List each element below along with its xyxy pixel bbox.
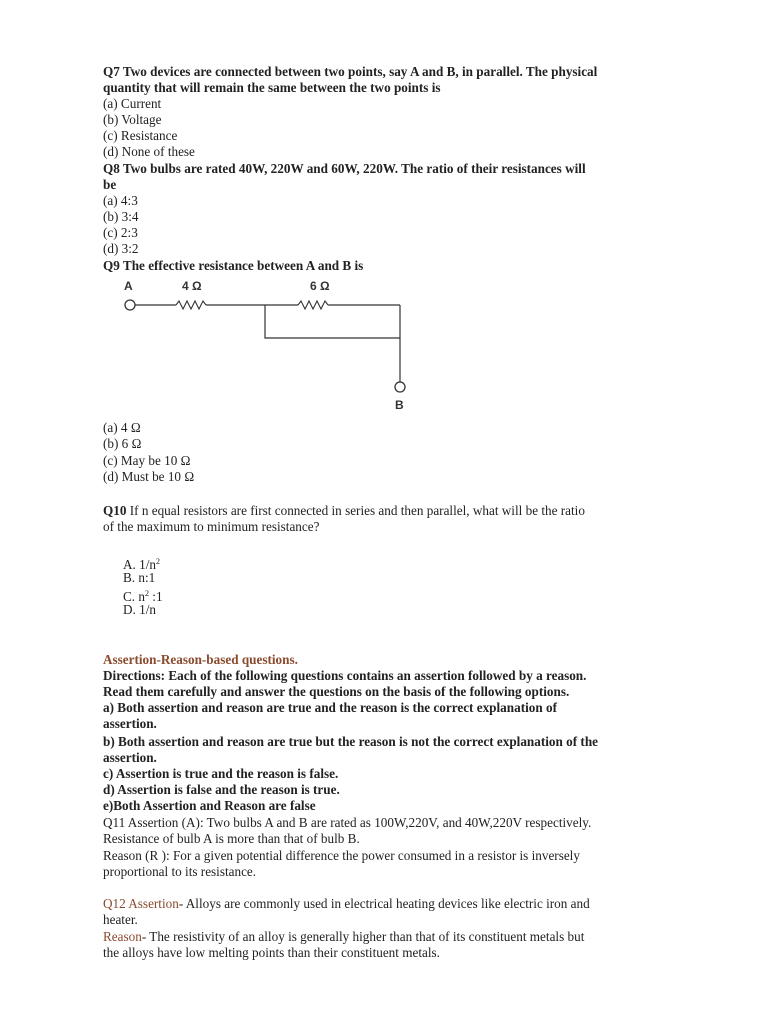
assertion-heading: Assertion-Reason-based questions.	[103, 652, 298, 667]
q7-option-c: (c) Resistance	[103, 128, 178, 143]
directions-line1: Directions: Each of the following questions contains an assertion followed by a reason.	[103, 668, 587, 683]
q7-option-b: (b) Voltage	[103, 112, 162, 127]
q10-option-a: A. $1/n^2$	[123, 557, 160, 572]
q12-line3: Reason- The resistivity of an alloy is generally higher than that of its constituent metals but	[103, 929, 585, 944]
q8-option-b: (b) 3:4	[103, 209, 139, 224]
q7-option-a: (a) Current	[103, 96, 162, 111]
q9-option-d: (d) Must be 10 Ω	[103, 469, 195, 484]
terminal-b-label: B	[395, 398, 404, 412]
q9-stem: Q9 The effective resistance between A and B is	[103, 258, 364, 273]
q11-line1: Q11 Assertion (A): Two bulbs A and B are rated as 100W,220V, and 40W,220V respectively.	[103, 815, 592, 830]
q8-option-a: (a) 4:3	[103, 193, 138, 208]
ar-option-b-line2: assertion.	[103, 750, 157, 765]
terminal-a	[125, 300, 135, 310]
resistor-4-ohm	[176, 301, 206, 309]
q11-line2: Resistance of bulb A is more than that of bulb B.	[103, 831, 360, 846]
q8-stem-line2: be	[103, 177, 117, 192]
q10-stem-line1: Q10 If n equal resistors are first connected in series and then parallel, what will be the ratio	[103, 503, 585, 518]
terminal-a-label: A	[124, 279, 133, 293]
q7-option-d: (d) None of these	[103, 144, 195, 159]
q12-line1: Q12 Assertion- Alloys are commonly used in electrical heating devices like electric iron and	[103, 896, 590, 911]
q12-line4: the alloys have low melting points than their constituent metals.	[103, 945, 440, 960]
ar-option-e: e)Both Assertion and Reason are false	[103, 798, 316, 813]
q7-stem-line2: quantity that will remain the same between the two points is	[103, 80, 441, 95]
q10-option-d: D. 1/n	[123, 602, 156, 617]
q9-option-c: (c) May be 10 Ω	[103, 453, 191, 468]
ar-option-a-line1: a) Both assertion and reason are true and the reason is the correct explanation of	[103, 700, 557, 715]
q8-option-c: (c) 2:3	[103, 225, 138, 240]
resistor-6-ohm	[298, 301, 328, 309]
q9-option-a: (a) 4 Ω	[103, 420, 141, 435]
directions-line2: Read them carefully and answer the questions on the basis of the following options.	[103, 684, 570, 699]
terminal-b	[395, 382, 405, 392]
q8-option-d: (d) 3:2	[103, 241, 139, 256]
bypass-wire	[265, 305, 400, 338]
q10-stem-line2: of the maximum to minimum resistance?	[103, 519, 320, 534]
q8-stem-line1: Q8 Two bulbs are rated 40W, 220W and 60W, 220W. The ratio of their resistances will	[103, 161, 586, 176]
resistor-4-ohm-label: 4 Ω	[182, 279, 202, 293]
ar-option-b-line1: b) Both assertion and reason are true but the reason is not the correct explanation of the	[103, 734, 599, 749]
q11-line3: Reason (R ): For a given potential difference the power consumed in a resistor is inversely	[103, 848, 580, 863]
circuit-diagram	[110, 278, 420, 418]
ar-option-a-line2: assertion.	[103, 716, 157, 731]
q10-option-c: C. $n^2$ :1	[123, 589, 163, 604]
ar-option-d: d) Assertion is false and the reason is true.	[103, 782, 340, 797]
q7-stem-line1: Q7 Two devices are connected between two points, say A and B, in parallel. The physical	[103, 64, 598, 79]
ar-option-c: c) Assertion is true and the reason is false.	[103, 766, 339, 781]
q10-option-b: B. n:1	[123, 570, 156, 585]
resistor-6-ohm-label: 6 Ω	[310, 279, 330, 293]
q11-line4: proportional to its resistance.	[103, 864, 257, 879]
q12-line2: heater.	[103, 912, 138, 927]
q9-option-b: (b) 6 Ω	[103, 436, 142, 451]
